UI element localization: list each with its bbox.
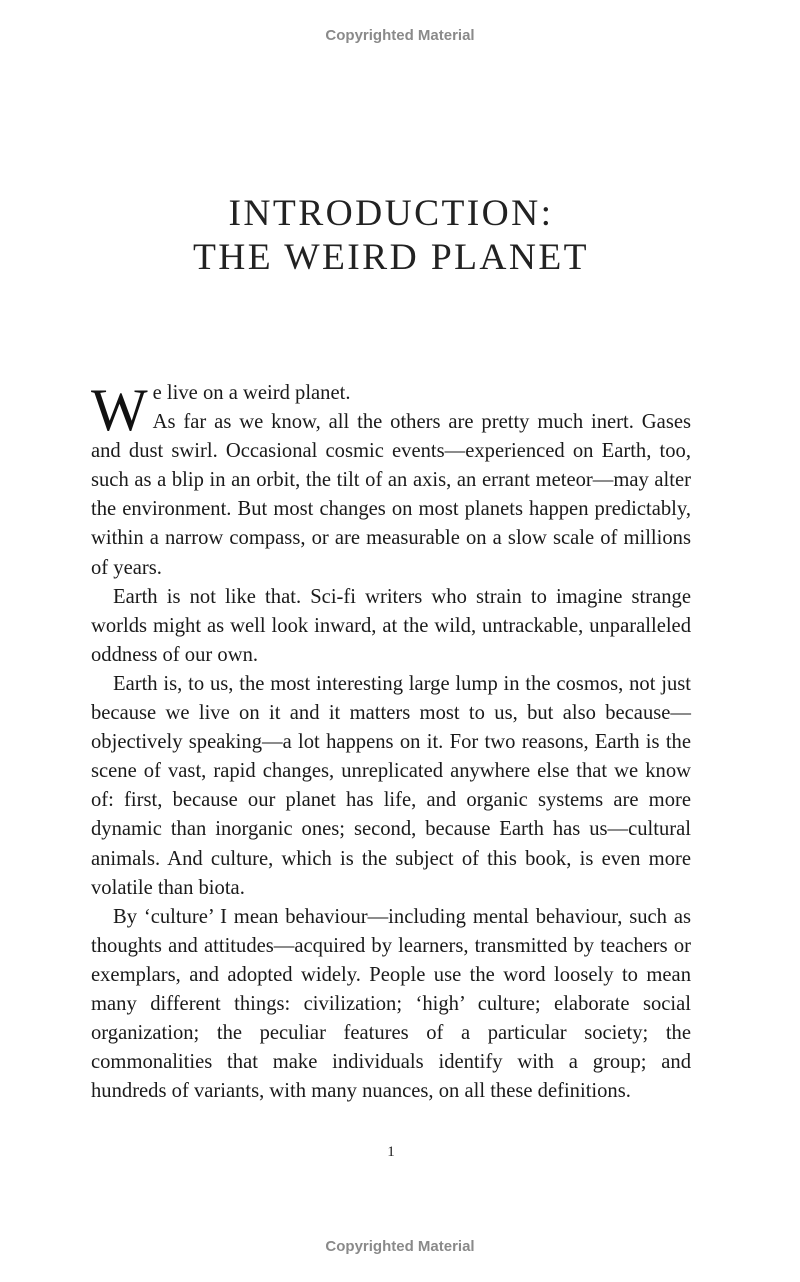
paragraph-2: As far as we know, all the others are pretty much inert. Gases and dust swirl. Occasional cosmic events—experienced on Earth, too, such as a blip in an orbit, the tilt of an axis, an errant meteor—may alter the environment. But most changes on most planets happen predictably, within a narrow compass, or are measurable on a slow scale of millions of years. [91,411,691,579]
body-text [91,379,691,1106]
opening-line: e live on a weird planet. [152,382,351,404]
paragraph-4: Earth is, to us, the most interesting large lump in the cosmos, not just because we live on it and it matters most to us, but also because—objectively speaking—a lot happens on it. For two reasons, Earth is the scene of vast, rapid changes, unreplicated anywhere else that we know of: first, because our planet has life, and organic systems are more dynamic than inorganic ones; second, because Earth has us—cultural animals. And culture, which is the subject of this book, is even more volatile than biota. [91,672,691,899]
chapter-title-line-2: THE WEIRD PLANET [193,237,589,278]
paragraph-3: Earth is not like that. Sci-fi writers who strain to imagine strange worlds might as well look inward, at the wild, untrackable, unparalleled oddness of our own. [91,585,691,666]
paragraph-5: By ‘culture’ I mean behaviour—including mental behaviour, such as thoughts and attitudes—acquired by learners, transmitted by teachers or exemplars, and adopted widely. People use the word loosely to mean many different things: civilization; ‘high’ culture; elaborate social organization; the peculiar features of a particular society; the commonalities that make individuals identify with a group; and hundreds of variants, with many nuances, on all these definitions. [91,905,691,1103]
copyright-watermark-bottom: Copyrighted Material [325,1238,475,1255]
chapter-title-line-1: INTRODUCTION: [228,193,554,234]
paragraph-opening [91,377,691,443]
drop-cap: W [91,377,148,443]
copyright-watermark-top: Copyrighted Material [325,27,475,44]
chapter-title [0,192,782,280]
page-number: 1 [387,1144,395,1160]
